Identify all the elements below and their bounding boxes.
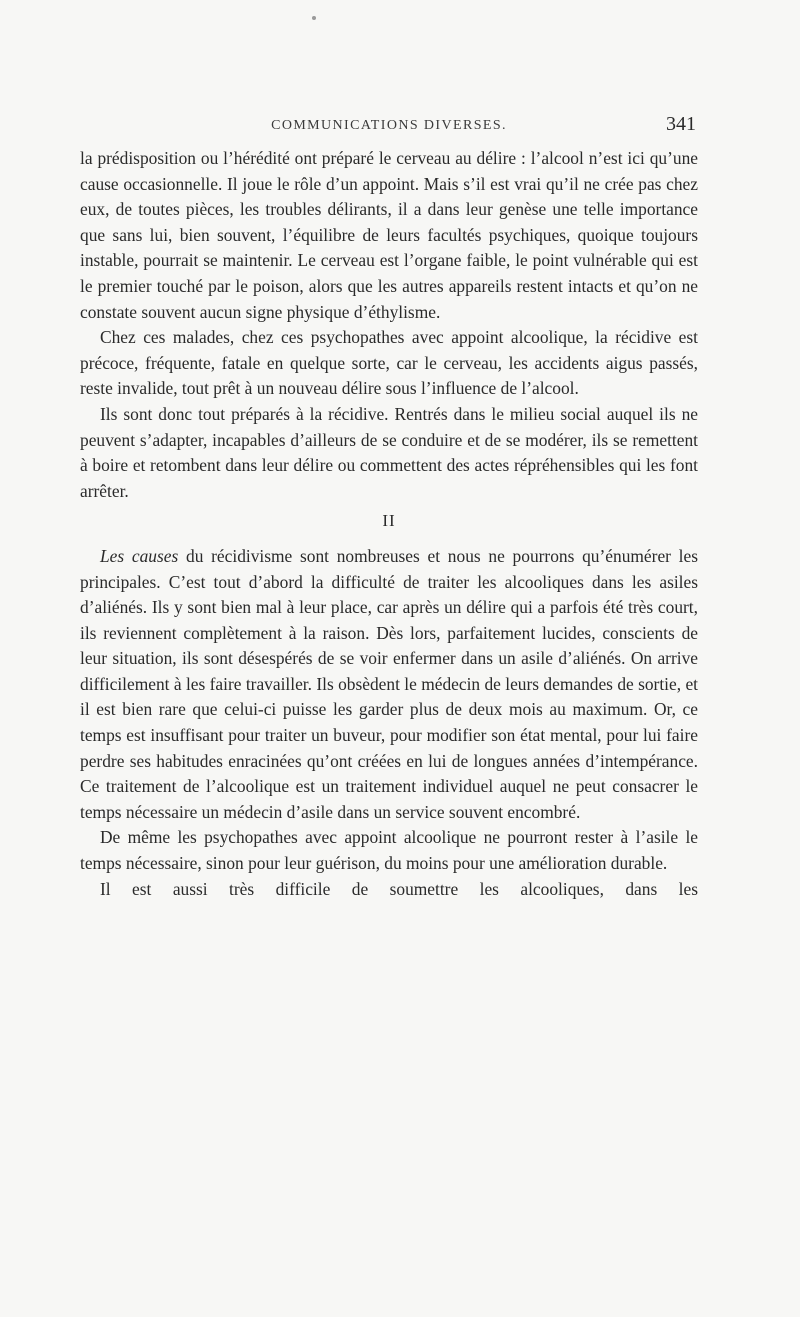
paragraph: De même les psychopathes avec appoint alcoolique ne pourront rester à l’asile le temps nécessaire, sinon pour leur guérison, du moins pour une amélioration durable. xyxy=(80,827,698,874)
running-header xyxy=(80,113,698,142)
book-page xyxy=(80,0,698,1317)
running-title: COMMUNICATIONS DIVERSES. xyxy=(271,118,507,133)
print-speck xyxy=(312,16,316,20)
paragraph: Ils sont donc tout préparés à la récidive. Rentrés dans le milieu social auquel ils ne peuvent s’adapter, incapables d’ailleurs de se conduire et de se modérer, ils se remettent à boire et retombent dans leur délire ou commettent des actes répréhensibles qui les font arrêter. xyxy=(80,403,698,501)
italic-phrase: Les causes xyxy=(100,545,179,566)
paragraph xyxy=(80,544,698,826)
paragraph: la prédisposition ou l’hérédité ont préparé le cerveau au délire : l’alcool n’est ici qu’une cause occasionnelle. Il joue le rôle d’un appoint. Mais s’il est vrai qu’il ne crée pas chez eux, de toutes pièces, les troubles délirants, il a dans leur genèse une telle importance que sans lui, bien souvent, l’équilibre de leurs facultés psychiques, quoique toujours instable, pourrait se maintenir. Le cerveau est l’organe faible, le point vulnérable qui est le premier touché par le poison, alors que les autres appareils restent intacts et qu’on ne constate souvent aucun signe physique d’éthylisme. xyxy=(80,148,698,322)
paragraph: Chez ces malades, chez ces psychopathes avec appoint alcoolique, la récidive est précoce, fréquente, fatale en quelque sorte, car le cerveau, les accidents aigus passés, reste invalide, tout prêt à un nouveau délire sous l’influence de l’alcool. xyxy=(80,327,698,399)
body-text xyxy=(80,146,698,902)
paragraph-text: du récidivisme sont nombreuses et nous ne pourrons qu’énumérer les principales. C’est tout d’abord la difficulté de traiter les alcooliques dans les asiles d’aliénés. Ils y sont bien mal à leur place, car après un délire qui a parfois été très court, ils reviennent complètement à la raison. Dès lors, parfaitement lucides, conscients de leur situation, ils sont désespérés de se voir enfermer dans un asile d’aliénés. On arrive difficilement à les faire travailler. Ils obsèdent le médecin de leurs demandes de sortie, et il est bien rare que celui-ci puisse les garder plus de deux mois au maximum. Or, ce temps est insuffisant pour traiter un buveur, pour modifier son état mental, pour lui faire perdre ses habitudes enracinées qu’ont créées en lui de longues années d’intempérance. Ce traitement de l’alcoolique est un traitement individuel auquel ne peut consacrer le temps nécessaire un médecin d’asile dans un service souvent encombré. xyxy=(80,545,699,822)
page-number: 341 xyxy=(666,113,696,135)
section-heading: II xyxy=(382,511,396,531)
paragraph: Il est aussi très difficile de soumettre les alcooliques, dans les xyxy=(100,878,698,899)
